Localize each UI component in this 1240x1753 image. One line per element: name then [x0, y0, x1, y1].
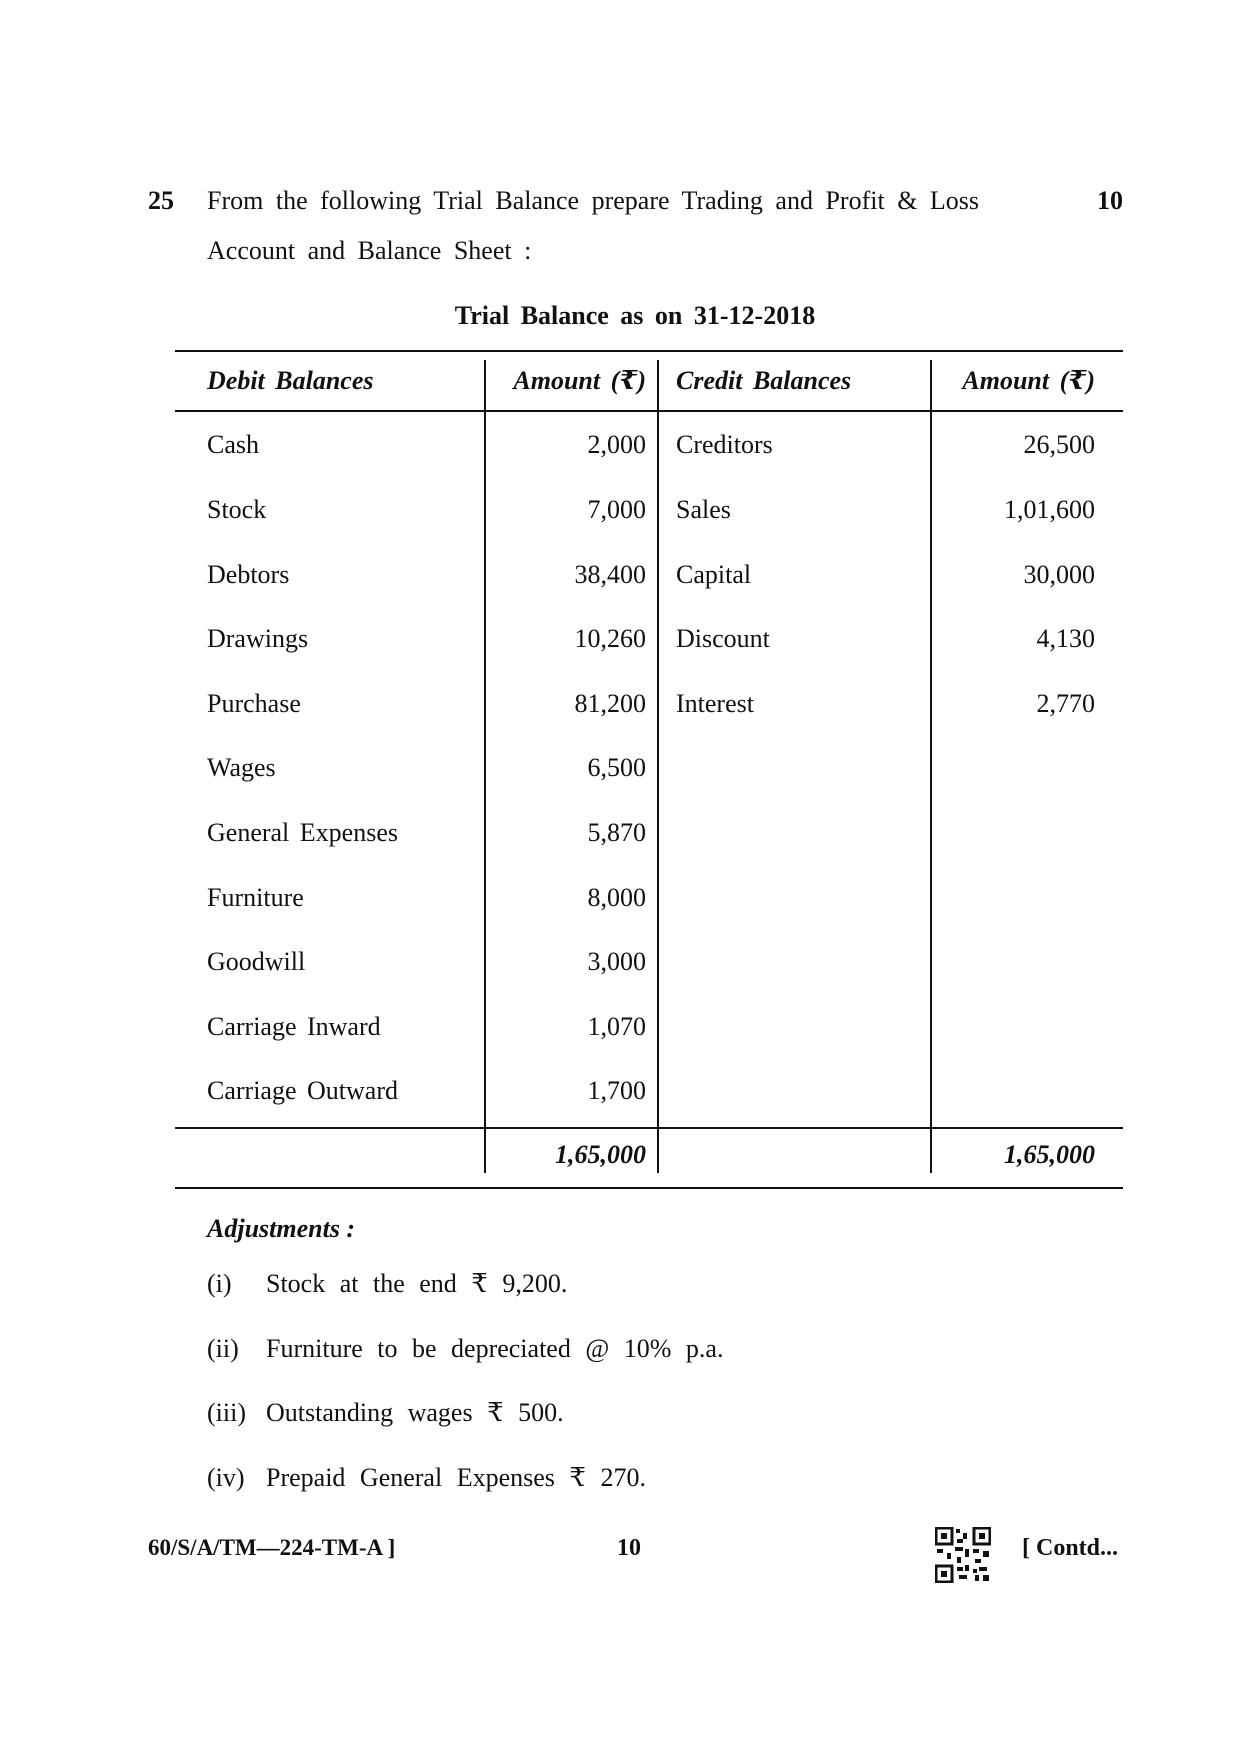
col-divider: [484, 1129, 486, 1173]
adjustment-number: (ii): [207, 1334, 239, 1363]
header-credit-balances: Credit Balances: [676, 366, 852, 395]
col-divider: [657, 412, 659, 1127]
adjustment-number: (iii): [207, 1398, 246, 1427]
debit-label: Cash: [207, 430, 259, 459]
debit-label: Debtors: [207, 560, 290, 589]
credit-amount: 2,770: [1036, 689, 1095, 718]
table-total-rule: [175, 1127, 1123, 1129]
credit-amount: 1,01,600: [1004, 495, 1095, 524]
debit-amount: 1,070: [587, 1012, 646, 1041]
question-marks: 10: [1097, 186, 1123, 215]
debit-amount: 3,000: [587, 947, 646, 976]
question-number: 25: [148, 186, 174, 215]
credit-label: Capital: [676, 560, 752, 589]
paper-code: 60/S/A/TM—224-TM-A ]: [148, 1535, 396, 1560]
col-divider: [484, 412, 486, 1127]
credit-label: Sales: [676, 495, 731, 524]
debit-amount: 38,400: [574, 560, 646, 589]
col-divider: [484, 360, 486, 410]
col-divider: [930, 360, 932, 410]
debit-amount: 2,000: [587, 430, 646, 459]
debit-amount: 1,700: [587, 1076, 646, 1105]
col-divider: [930, 1129, 932, 1173]
debit-label: Goodwill: [207, 947, 306, 976]
credit-label: Discount: [676, 624, 770, 653]
debit-label: Purchase: [207, 689, 301, 718]
trial-balance-title: Trial Balance as on 31-12-2018: [454, 301, 816, 330]
debit-amount: 6,500: [587, 753, 646, 782]
debit-label: Drawings: [207, 624, 309, 653]
debit-amount: 81,200: [574, 689, 646, 718]
qr-code-icon: [935, 1527, 991, 1583]
col-divider: [657, 1129, 659, 1173]
header-debit-balances: Debit Balances: [207, 366, 374, 395]
table-bottom-rule: [175, 1187, 1123, 1189]
page-number: 10: [617, 1535, 641, 1561]
adjustments-title: Adjustments :: [207, 1214, 356, 1243]
debit-label: Carriage Outward: [207, 1076, 398, 1105]
debit-amount: 8,000: [587, 883, 646, 912]
debit-amount: 10,260: [574, 624, 646, 653]
debit-label: Furniture: [207, 883, 304, 912]
table-header-rule: [175, 410, 1123, 412]
header-debit-amount: Amount (₹): [513, 366, 646, 395]
credit-amount: 26,500: [1023, 430, 1095, 459]
credit-label: Interest: [676, 689, 754, 718]
debit-label: Stock: [207, 495, 267, 524]
adjustment-text: Stock at the end ₹ 9,200.: [266, 1269, 568, 1298]
continued-label: [ Contd...: [1022, 1535, 1119, 1561]
credit-total: 1,65,000: [1004, 1140, 1095, 1169]
debit-label: Carriage Inward: [207, 1012, 381, 1041]
question-text-line-1: From the following Trial Balance prepare Trading and Profit & Loss: [207, 186, 980, 215]
adjustment-text: Outstanding wages ₹ 500.: [266, 1398, 564, 1427]
table-top-rule: [175, 350, 1123, 352]
debit-label: Wages: [207, 753, 276, 782]
debit-amount: 7,000: [587, 495, 646, 524]
credit-amount: 30,000: [1023, 560, 1095, 589]
debit-total: 1,65,000: [555, 1140, 646, 1169]
col-divider: [930, 412, 932, 1127]
credit-amount: 4,130: [1036, 624, 1095, 653]
adjustment-number: (i): [207, 1269, 232, 1298]
col-divider: [657, 360, 659, 410]
debit-label: General Expenses: [207, 818, 398, 847]
credit-label: Creditors: [676, 430, 773, 459]
adjustment-text: Prepaid General Expenses ₹ 270.: [266, 1463, 646, 1492]
question-text-line-2: Account and Balance Sheet :: [207, 236, 532, 265]
adjustment-number: (iv): [207, 1463, 245, 1492]
debit-amount: 5,870: [587, 818, 646, 847]
adjustment-text: Furniture to be depreciated @ 10% p.a.: [266, 1334, 724, 1363]
header-credit-amount: Amount (₹): [962, 366, 1095, 395]
